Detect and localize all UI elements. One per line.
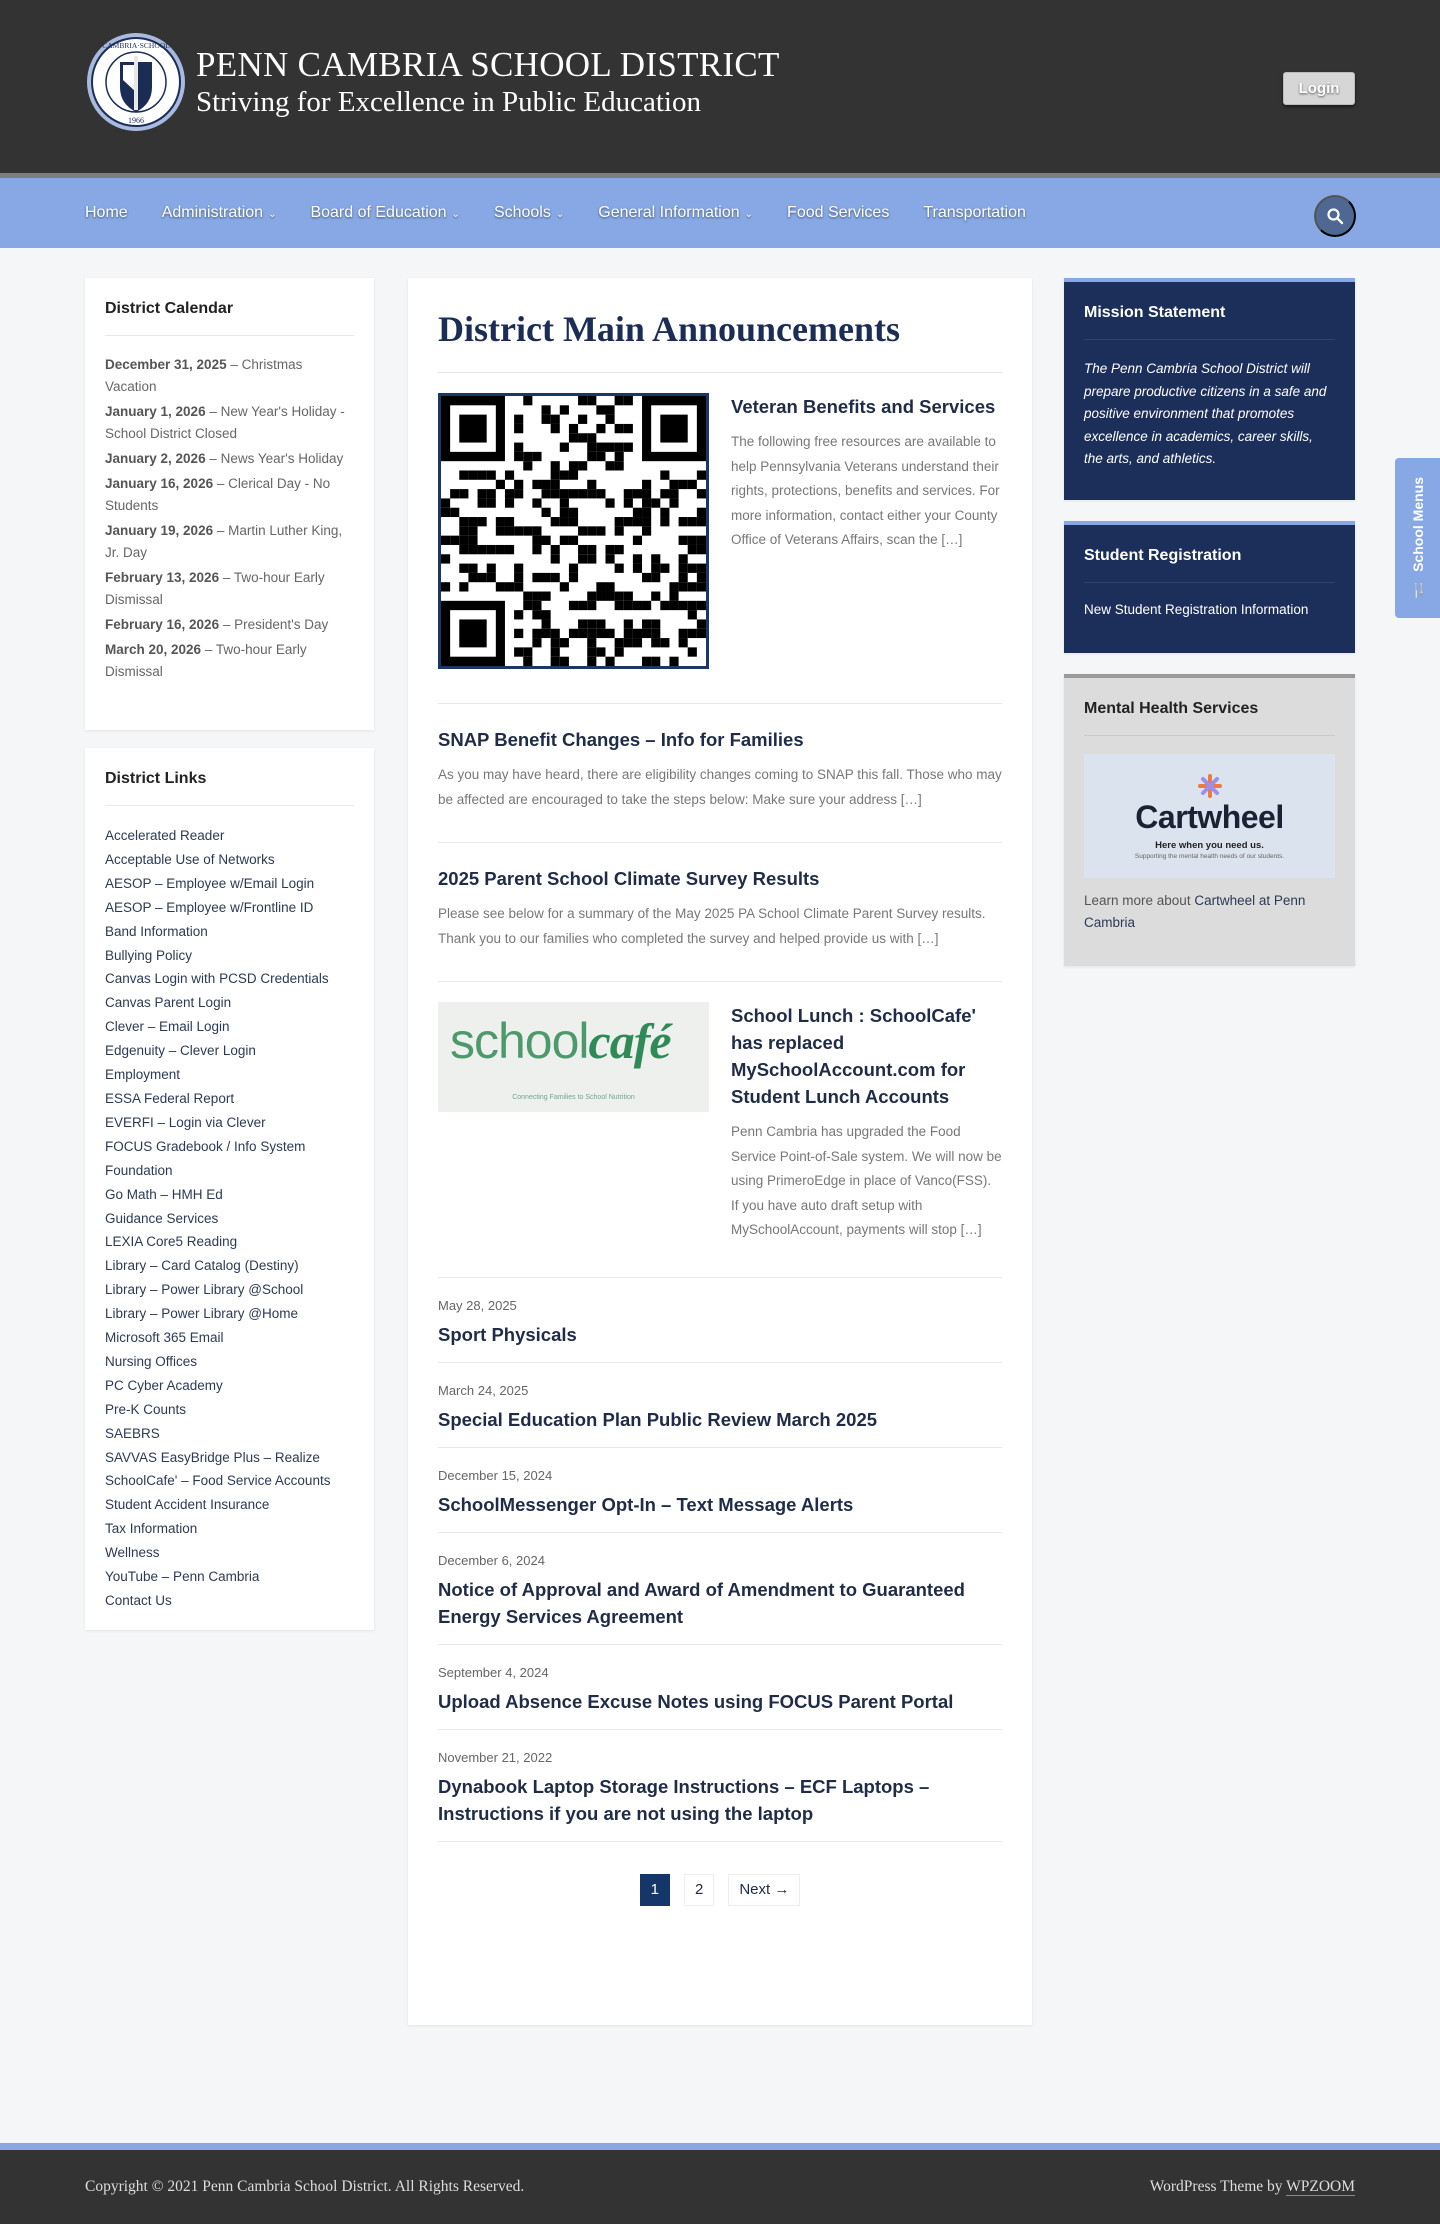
post-excerpt: The following free resources are available to help Pennsylvania Veterans understand their rights, protections, benefits and services. For more information, contact either your County Office of Veterans Affairs, scan the […] bbox=[731, 434, 1000, 547]
district-link[interactable]: Clever – Email Login bbox=[105, 1019, 230, 1035]
event-date: January 19, 2026 bbox=[105, 523, 214, 538]
calendar-event bbox=[105, 639, 354, 683]
district-link[interactable]: Student Accident Insurance bbox=[105, 1497, 270, 1513]
next-page-button[interactable]: Next → bbox=[728, 1874, 800, 1906]
text-prefix: Learn more about bbox=[1084, 893, 1195, 908]
dated-posts-list bbox=[438, 1278, 1002, 1842]
event-desc: – Two-hour Early Dismissal bbox=[105, 570, 325, 607]
widget-title: Mental Health Services bbox=[1084, 700, 1335, 736]
district-link[interactable]: Edgenuity – Clever Login bbox=[105, 1043, 256, 1059]
district-links-widget bbox=[85, 748, 374, 1630]
dated-post bbox=[438, 1730, 1002, 1842]
district-link[interactable]: Bullying Policy bbox=[105, 947, 193, 963]
district-link[interactable]: Acceptable Use of Networks bbox=[105, 851, 275, 867]
post-veteran-benefits bbox=[438, 373, 1002, 704]
page-1-button[interactable]: 1 bbox=[640, 1874, 670, 1906]
calendar-event bbox=[105, 567, 354, 611]
chevron-down-icon: ⌄ bbox=[451, 208, 460, 220]
wpzoom-link[interactable]: WPZOOM bbox=[1286, 2178, 1355, 2195]
event-desc: – Clerical Day - No Students bbox=[105, 476, 331, 513]
event-date: February 16, 2026 bbox=[105, 617, 220, 632]
post-thumbnail[interactable] bbox=[438, 1002, 709, 1243]
district-link[interactable]: Foundation bbox=[105, 1162, 173, 1178]
dated-post bbox=[438, 1533, 1002, 1645]
pagination bbox=[438, 1874, 1002, 1906]
nav-item-label: General Information bbox=[598, 204, 740, 221]
main-announcements bbox=[408, 278, 1032, 2025]
calendar-event bbox=[105, 354, 354, 398]
event-desc: – Two-hour Early Dismissal bbox=[105, 642, 307, 679]
search-icon bbox=[1326, 207, 1344, 225]
asterisk-icon bbox=[1197, 773, 1223, 799]
event-date: January 2, 2026 bbox=[105, 451, 206, 466]
event-date: January 1, 2026 bbox=[105, 404, 206, 419]
chevron-down-icon: ⌄ bbox=[268, 208, 277, 220]
event-date: January 16, 2026 bbox=[105, 476, 214, 491]
post-date: December 15, 2024 bbox=[438, 1467, 553, 1483]
post-date: March 24, 2025 bbox=[438, 1382, 529, 1398]
district-link[interactable]: Accelerated Reader bbox=[105, 828, 225, 843]
event-desc: – News Year's Holiday bbox=[205, 451, 344, 466]
district-link[interactable]: Microsoft 365 Email bbox=[105, 1330, 224, 1346]
post-date: May 28, 2025 bbox=[438, 1297, 517, 1313]
dated-post bbox=[438, 1278, 1002, 1363]
post-excerpt: Penn Cambria has upgraded the Food Service Point-of-Sale system. We will now be using PrimeroEdge in place of Vanco(FSS). If you have auto draft setup with MySchoolAccount, payments will stop […] bbox=[731, 1124, 1002, 1237]
registration-link[interactable]: New Student Registration Information bbox=[1084, 602, 1309, 617]
district-link[interactable]: Wellness bbox=[105, 1545, 160, 1561]
district-calendar-widget bbox=[85, 278, 374, 730]
post-title-link[interactable]: Notice of Approval and Award of Amendment to Guaranteed Energy Services Agreement bbox=[438, 1578, 965, 1627]
nav-item-label: Schools bbox=[493, 204, 551, 221]
district-link[interactable]: AESOP – Employee w/Email Login bbox=[105, 875, 315, 891]
post-date: December 6, 2024 bbox=[438, 1552, 545, 1568]
dated-post bbox=[438, 1448, 1002, 1533]
qr-code-image bbox=[438, 393, 709, 669]
student-registration-widget bbox=[1064, 521, 1355, 653]
site-tagline: Striving for Excellence in Public Education bbox=[196, 86, 701, 118]
event-desc: – New Year's Holiday - School District Closed bbox=[105, 404, 345, 441]
cartwheel-link[interactable]: Cartwheel at Penn Cambria bbox=[1084, 893, 1306, 930]
widget-title: District Links bbox=[105, 770, 354, 806]
site-header bbox=[0, 0, 1440, 178]
chevron-down-icon: ⌄ bbox=[744, 208, 754, 220]
event-desc: – President's Day bbox=[219, 617, 329, 632]
mission-text: The Penn Cambria School District will prepare productive citizens in a safe and positive environment that promotes excellence in academics, career skills, the arts, and athletics. bbox=[1084, 361, 1327, 466]
dated-post bbox=[438, 1645, 1002, 1730]
district-link[interactable]: Library – Card Catalog (Destiny) bbox=[105, 1258, 299, 1274]
mission-statement-widget bbox=[1064, 278, 1355, 500]
nav-item-label: Administration bbox=[161, 204, 264, 221]
district-link[interactable]: Contact Us bbox=[105, 1593, 172, 1608]
district-link[interactable]: Band Information bbox=[105, 923, 208, 939]
district-link[interactable]: Employment bbox=[105, 1067, 181, 1083]
calendar-event bbox=[105, 520, 354, 564]
post-title-link[interactable]: Dynabook Laptop Storage Instructions – ECF Laptops – Instructions if you are not using the laptop bbox=[438, 1775, 930, 1824]
district-link[interactable]: Tax Information bbox=[105, 1521, 198, 1537]
copyright-text: Copyright © 2021 Penn Cambria School District. All Rights Reserved. bbox=[85, 2178, 525, 2195]
widget-title: District Calendar bbox=[105, 300, 354, 336]
post-date: November 21, 2022 bbox=[438, 1749, 553, 1765]
post-title-link[interactable]: Upload Absence Excuse Notes using FOCUS Parent Portal bbox=[438, 1690, 954, 1712]
calendar-event bbox=[105, 401, 354, 445]
post-title-link[interactable]: SNAP Benefit Changes – Info for Families bbox=[438, 729, 804, 750]
district-link[interactable]: Guidance Services bbox=[105, 1210, 219, 1226]
district-link[interactable]: FOCUS Gradebook / Info System bbox=[105, 1138, 306, 1154]
post-title-link[interactable]: Special Education Plan Public Review March 2025 bbox=[438, 1408, 878, 1430]
schoolcafe-logo-image bbox=[438, 1002, 709, 1112]
district-link[interactable]: Pre-K Counts bbox=[105, 1401, 187, 1417]
district-link[interactable]: PC Cyber Academy bbox=[105, 1377, 223, 1393]
district-link[interactable]: Go Math – HMH Ed bbox=[105, 1186, 223, 1202]
district-link[interactable]: YouTube – Penn Cambria bbox=[105, 1569, 260, 1585]
district-link[interactable]: AESOP – Employee w/Frontline ID bbox=[105, 899, 314, 915]
nav-item-food-services[interactable] bbox=[787, 204, 889, 222]
dated-post bbox=[438, 1363, 1002, 1448]
district-link[interactable]: SAEBRS bbox=[105, 1425, 160, 1441]
post-snap-benefits bbox=[438, 704, 1002, 843]
utensils-icon: 🍴 bbox=[1409, 581, 1426, 599]
district-link[interactable]: Nursing Offices bbox=[105, 1353, 198, 1369]
district-link[interactable]: LEXIA Core5 Reading bbox=[105, 1234, 238, 1250]
school-menus-tab[interactable] bbox=[1395, 458, 1440, 618]
post-excerpt: Please see below for a summary of the May 2025 PA School Climate Parent Survey results. Thank you to our families who completed the survey and helped provide us with […] bbox=[438, 906, 986, 946]
event-desc: – Christmas Vacation bbox=[105, 357, 303, 394]
logo-text: school bbox=[450, 1013, 589, 1069]
logo-script-text: café bbox=[588, 1013, 671, 1069]
nav-item-schools[interactable] bbox=[494, 204, 564, 222]
nav-item-board-of-education[interactable] bbox=[310, 204, 459, 222]
nav-item-administration[interactable] bbox=[162, 204, 277, 222]
post-excerpt: As you may have heard, there are eligibility changes coming to SNAP this fall. Those who may be affected are encouraged to take the steps below: Make sure your address […] bbox=[438, 767, 1002, 807]
svg-text:1966: 1966 bbox=[128, 116, 144, 125]
post-title-link[interactable]: Veteran Benefits and Services bbox=[731, 396, 996, 417]
credit-prefix: WordPress Theme by bbox=[1149, 2178, 1287, 2195]
post-date: September 4, 2024 bbox=[438, 1664, 549, 1680]
login-button[interactable]: Login bbox=[1283, 72, 1355, 105]
links-list bbox=[105, 824, 354, 1613]
district-link[interactable]: Library – Power Library @Home bbox=[105, 1306, 299, 1322]
event-date: February 13, 2026 bbox=[105, 570, 220, 585]
post-title-link[interactable]: SchoolMessenger Opt-In – Text Message Alerts bbox=[438, 1493, 854, 1515]
nav-item-label: Transportation bbox=[923, 204, 1026, 221]
nav-item-label: Board of Education bbox=[310, 204, 447, 221]
main-nav bbox=[0, 178, 1440, 248]
calendar-list bbox=[105, 354, 354, 683]
nav-item-label: Food Services bbox=[787, 204, 890, 221]
logo-subtext: Connecting Families to School Nutrition bbox=[512, 1094, 635, 1101]
school-menus-label bbox=[1410, 477, 1426, 599]
cartwheel-banner[interactable] bbox=[1084, 754, 1335, 878]
nav-item-general-information[interactable] bbox=[598, 204, 753, 222]
cartwheel-tagline: Here when you need us. bbox=[1155, 839, 1264, 851]
post-thumbnail[interactable] bbox=[438, 393, 709, 669]
nav-list bbox=[85, 178, 1060, 248]
calendar-event bbox=[105, 473, 354, 517]
district-link[interactable]: Canvas Parent Login bbox=[105, 995, 232, 1011]
district-link[interactable]: Library – Power Library @School bbox=[105, 1282, 304, 1298]
site-footer bbox=[0, 2143, 1440, 2224]
search-button[interactable] bbox=[1314, 195, 1356, 237]
event-date: March 20, 2026 bbox=[105, 642, 202, 657]
mental-health-widget bbox=[1064, 674, 1355, 966]
site-title: PENN CAMBRIA SCHOOL DISTRICT bbox=[196, 45, 780, 84]
mental-health-text bbox=[1084, 890, 1335, 934]
nav-item-label: Home bbox=[85, 204, 128, 221]
brand[interactable] bbox=[86, 32, 780, 132]
nav-item-transportation[interactable] bbox=[923, 204, 1026, 222]
district-link[interactable]: SchoolCafe' – Food Service Accounts bbox=[105, 1473, 331, 1489]
school-menus-text: School Menus bbox=[1409, 477, 1426, 572]
calendar-event bbox=[105, 614, 354, 636]
cartwheel-name: Cartwheel bbox=[1135, 798, 1284, 835]
svg-text:CAMBRIA·SCHOOL: CAMBRIA·SCHOOL bbox=[102, 41, 170, 50]
chevron-down-icon: ⌄ bbox=[555, 208, 565, 220]
post-title-link[interactable]: Sport Physicals bbox=[438, 1323, 577, 1345]
calendar-event bbox=[105, 448, 354, 470]
district-link[interactable]: SAVVAS EasyBridge Plus – Realize bbox=[105, 1449, 320, 1465]
page-content bbox=[0, 248, 1440, 2143]
page-title: District Main Announcements bbox=[438, 308, 1002, 373]
theme-credit bbox=[1150, 2178, 1355, 2196]
post-title-link[interactable]: School Lunch : SchoolCafe' has replaced MySchoolAccount.com for Student Lunch Accounts bbox=[731, 1005, 976, 1107]
district-seal-logo bbox=[86, 32, 186, 132]
widget-title: Mission Statement bbox=[1084, 304, 1335, 340]
event-date: December 31, 2025 bbox=[105, 357, 227, 372]
district-link[interactable]: Canvas Login with PCSD Credentials bbox=[105, 971, 329, 987]
district-link[interactable]: ESSA Federal Report bbox=[105, 1090, 235, 1106]
event-desc: – Martin Luther King, Jr. Day bbox=[105, 523, 343, 560]
district-link[interactable]: EVERFI – Login via Clever bbox=[105, 1114, 266, 1130]
post-climate-survey bbox=[438, 843, 1002, 982]
post-school-lunch bbox=[438, 982, 1002, 1278]
page-2-button[interactable]: 2 bbox=[684, 1874, 714, 1906]
widget-title: Student Registration bbox=[1084, 547, 1335, 583]
cartwheel-subtext: Supporting the mental health needs of our students. bbox=[1134, 852, 1285, 860]
nav-item-home[interactable] bbox=[85, 204, 128, 222]
post-title-link[interactable]: 2025 Parent School Climate Survey Results bbox=[438, 868, 820, 889]
